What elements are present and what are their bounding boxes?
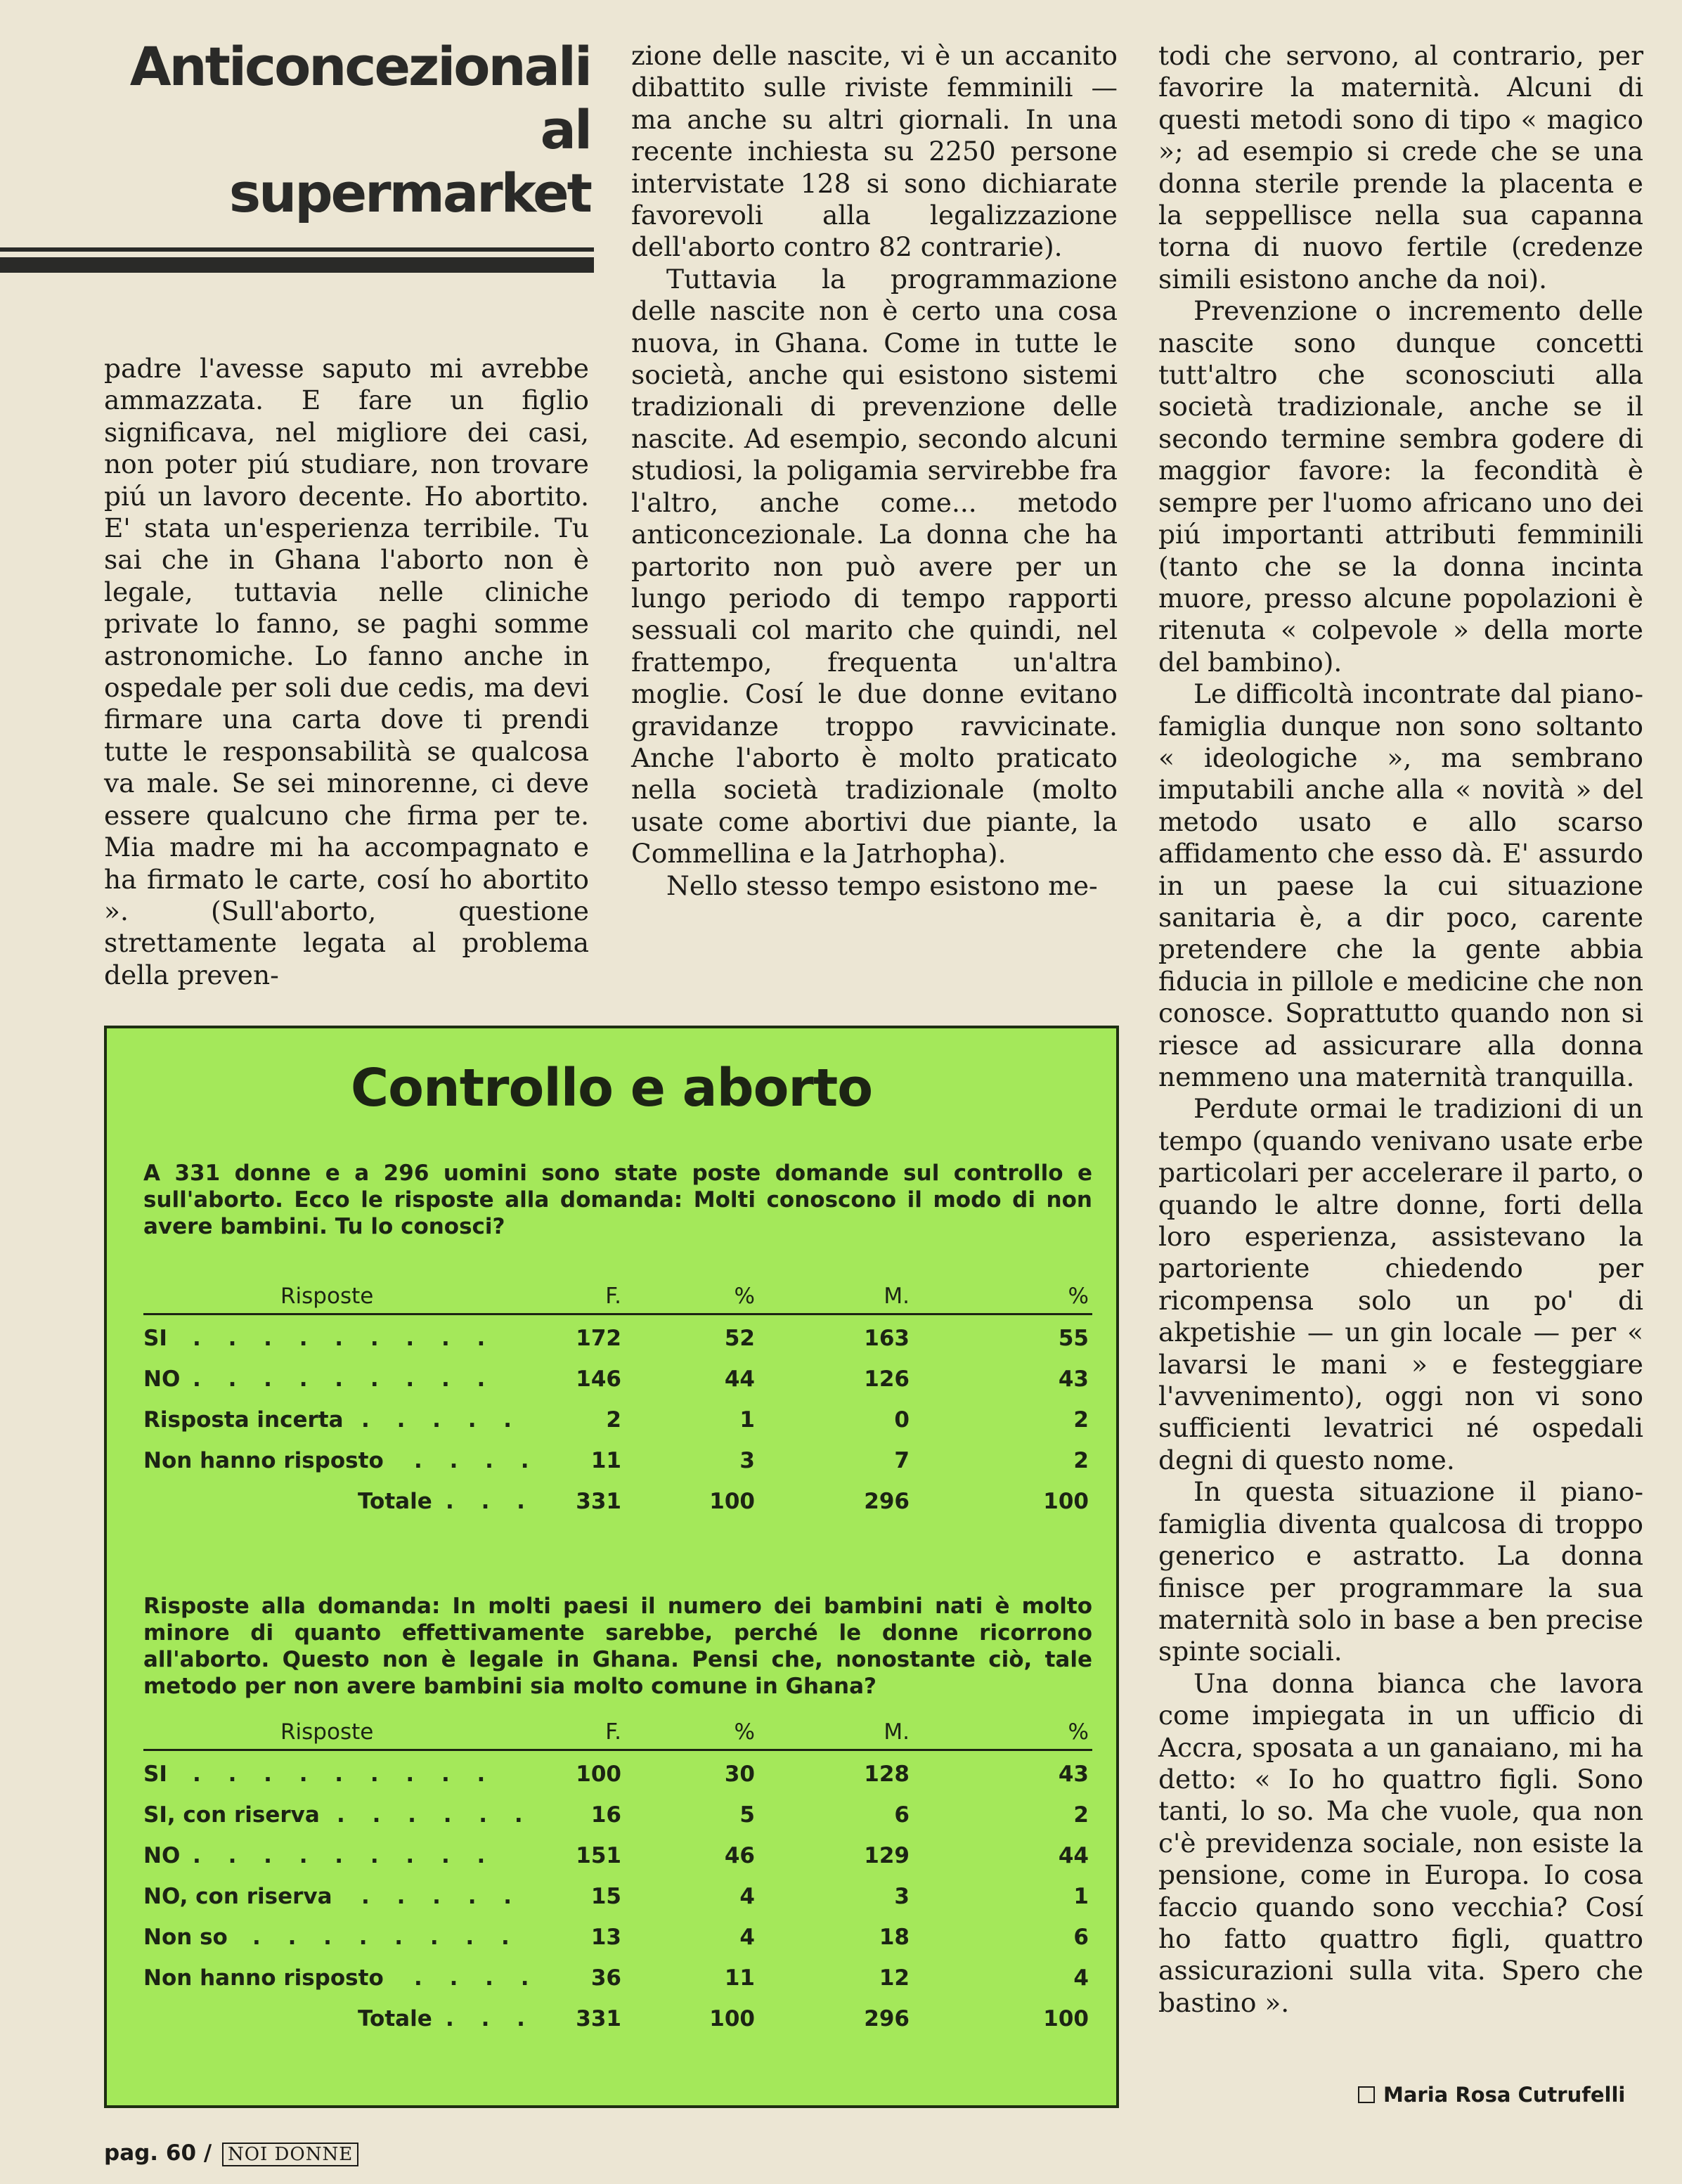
- header-m-percent: %: [1068, 1719, 1089, 1745]
- header-f: F.: [605, 1284, 621, 1309]
- survey-question-2: Risposte alla domanda: In molti paesi il numero dei bambini nati è molto minore di quanto effettivamente sarebbe, perché le donne ricorrono all'aborto. Questo non è legale in Ghana. Pensi che, nonostante ciò, tale metodo per non avere bambini sia molto comune in Ghana?: [143, 1594, 1092, 1699]
- cell-f: 11: [590, 1448, 621, 1473]
- cell-f-percent: 100: [709, 1489, 755, 1514]
- author-name: Maria Rosa Cutrufelli: [1383, 2083, 1626, 2107]
- paragraph: Perdute ormai le tradizioni di un tempo (quando venivano usate erbe particolari per accelerare il parto, o quando le altre donne, forti della loro esperienza, assistevano la partoriente chiedendo per ricompensa solo un po' di akpetishie — un gin locale — per « lavarsi le mani » e festeggiare l'avvenimento), oggi non vi sono sufficienti levatrici né ospedali degni di questo nome.: [1158, 1093, 1643, 1475]
- row-label: Non hanno risposto: [143, 1965, 384, 1991]
- cell-f-percent: 5: [739, 1802, 755, 1828]
- table-row: [143, 1917, 1092, 1958]
- cell-m-percent: 100: [1043, 2006, 1089, 2031]
- header-m: M.: [884, 1284, 910, 1309]
- table-row: [143, 1876, 1092, 1917]
- leader-dots: . . . .: [414, 1965, 539, 1991]
- leader-dots: . . . . . . . . .: [193, 1326, 496, 1351]
- cell-f: 16: [590, 1802, 621, 1828]
- cell-m-percent: 43: [1058, 1366, 1089, 1392]
- cell-m-percent: 6: [1073, 1925, 1089, 1950]
- cell-m: 128: [864, 1762, 910, 1787]
- cell-f: 2: [606, 1407, 621, 1433]
- cell-m: 296: [864, 2006, 910, 2031]
- paragraph: todi che servono, al contrario, per favorire la maternità. Alcuni di questi metodi sono di tipo « magico »; ad esempio si crede che se una donna sterile prende la placenta e la seppellisce nella sua capanna torna di nuovo fertile (credenze simili esistono anche da noi).: [1158, 40, 1643, 295]
- paragraph: Tuttavia la programmazione delle nascite non è certo una cosa nuova, in Ghana. Come in tutte le società, anche qui esistono sistemi tradizionali di prevenzione delle nascite. Ad esempio, secondo alcuni studiosi, la poligamia servirebbe fra l'altro, anche come... metodo anticoncezionale. La donna che ha partorito non può avere per un lungo periodo di tempo rapporti sessuali col marito che quindi, nel frattempo, frequenta un'altra moglie. Cosí le due donne evitano gravidanze troppo ravvicinate. Anche l'aborto è molto praticato nella società tradizionale (molto usate come abortivi due piante, la Commellina e la Jatrhopha).: [631, 263, 1118, 870]
- cell-f: 146: [576, 1366, 621, 1392]
- title-line: al: [540, 98, 590, 161]
- leader-dots: . . . . .: [361, 1407, 522, 1433]
- paragraph: In questa situazione il piano-famiglia diventa qualcosa di troppo generico e astratto. La donna finisce per programmare la sua maternità solo in base a ben precise spinte sociali.: [1158, 1476, 1643, 1667]
- table-header: [143, 1712, 1092, 1754]
- magazine-logo: NOI DONNE: [222, 2143, 358, 2166]
- row-label: Risposta incerta: [143, 1407, 344, 1433]
- cell-f-percent: 30: [724, 1762, 755, 1787]
- cell-m-percent: 43: [1058, 1762, 1089, 1787]
- title-line: supermarket: [228, 162, 590, 224]
- text-column-3: [1158, 40, 1643, 2019]
- cell-m-percent: 2: [1073, 1802, 1089, 1828]
- cell-f-percent: 46: [724, 1843, 755, 1868]
- author-signature: [1358, 2083, 1625, 2107]
- text-column-2: [631, 40, 1118, 902]
- text-column-1: [104, 353, 589, 991]
- paragraph: Prevenzione o incremento delle nascite sono dunque concetti tutt'altro che sconosciuti alla società tradizionale, anche se il secondo termine sembra godere di maggior favore: la fecondità è sempre per l'uomo africano uno dei piú importanti attributi femminili (tanto che se la donna incinta muore, presso alcune popolazioni è ritenuta « colpevole » della morte del bambino).: [1158, 295, 1643, 678]
- title-line: Anticoncezionali: [129, 35, 590, 98]
- table-row: [143, 1400, 1092, 1440]
- cell-m-percent: 1: [1073, 1884, 1089, 1909]
- leader-dots: . . . . . .: [337, 1802, 533, 1828]
- cell-m-percent: 2: [1073, 1407, 1089, 1433]
- table-row: [143, 1318, 1092, 1359]
- cell-m: 0: [894, 1407, 910, 1433]
- paragraph: Nello stesso tempo esistono me-: [666, 870, 1098, 901]
- table-row: [143, 1754, 1092, 1795]
- article-title: [105, 35, 590, 225]
- cell-m-percent: 2: [1073, 1448, 1089, 1473]
- footer-separator: /: [203, 2140, 212, 2166]
- paragraph: padre l'avesse saputo mi avrebbe ammazzata. E fare un figlio significava, nel migliore dei casi, non poter piú studiare, non trovare piú un lavoro decente. Ho abortito. E' stata un'esperienza terribile. Tu sai che in Ghana l'aborto non è legale, tuttavia nelle cliniche private lo fanno, se paghi somme astronomiche. Lo fanno anche in ospedale per soli due cedis, ma devi firmare una carta dove ti prendi tutte le responsabilità se qualcosa va male. Se sei minorenne, ci deve essere qualcuno che firma per te. Mia madre mi ha accompagnato e ha firmato le carte, cosí ho abortito ». (Sull'aborto, questione strettamente legata al problema della preven-: [104, 353, 589, 990]
- leader-dots: . . . . . . . . .: [193, 1843, 496, 1868]
- cell-f: 331: [576, 1489, 621, 1514]
- survey-table-2: [143, 1712, 1092, 2039]
- header-f: F.: [605, 1719, 621, 1745]
- cell-f: 331: [576, 2006, 621, 2031]
- cell-m-percent: 55: [1058, 1326, 1089, 1351]
- row-label: NO: [143, 1366, 181, 1392]
- total-label: Totale: [358, 1489, 432, 1514]
- table-row: [143, 1795, 1092, 1835]
- row-label: SI, con riserva: [143, 1802, 320, 1828]
- cell-f: 100: [576, 1762, 621, 1787]
- header-risposte: Risposte: [280, 1719, 374, 1745]
- paragraph: Le difficoltà incontrate dal piano-famiglia dunque non sono soltanto « ideologiche », ma sembrano imputabili anche alla « novità » del metodo usato e allo scarso affidamento che esso dà. E' assurdo in un paese la cui situazione sanitaria è, a dir poco, carente pretendere che la gente abbia fiducia in pillole e medicine che non conosce. Soprattutto quando non si riesce ad assicurare alla donna nemmeno una maternità tranquilla.: [1158, 678, 1643, 1092]
- header-m: M.: [884, 1719, 910, 1745]
- cell-f: 172: [576, 1326, 621, 1351]
- cell-m-percent: 44: [1058, 1843, 1089, 1868]
- cell-m: 129: [864, 1843, 910, 1868]
- title-rule-thick: [0, 257, 594, 273]
- table-header: [143, 1276, 1092, 1318]
- cell-m: 7: [894, 1448, 910, 1473]
- row-label: SI: [143, 1326, 167, 1351]
- cell-m: 163: [864, 1326, 910, 1351]
- leader-dots: . . . .: [414, 1448, 539, 1473]
- page-footer: [104, 2140, 358, 2166]
- row-label: NO: [143, 1843, 181, 1868]
- cell-f-percent: 44: [724, 1366, 755, 1392]
- cell-f: 15: [590, 1884, 621, 1909]
- cell-f: 13: [590, 1925, 621, 1950]
- cell-m: 126: [864, 1366, 910, 1392]
- table-total-row: [143, 1998, 1092, 2039]
- table-row: [143, 1440, 1092, 1481]
- cell-f-percent: 11: [724, 1965, 755, 1991]
- header-rule: [143, 1313, 1092, 1315]
- header-rule: [143, 1749, 1092, 1751]
- paragraph: Una donna bianca che lavora come impiegata in un ufficio di Accra, sposata a un ganaiano, mi ha detto: « Io ho quattro figli. Sono tanti, lo so. Ma che vuole, qua non c'è previdenza sociale, non esiste la pensione, come in Europa. Io cosa faccio quando sono vecchia? Cosí ho fatto quattro figli, quattro assicurazioni sulla vita. Spero che bastino ».: [1158, 1667, 1643, 2018]
- square-bullet-icon: [1358, 2086, 1375, 2103]
- cell-m: 6: [894, 1802, 910, 1828]
- row-label: NO, con riserva: [143, 1884, 332, 1909]
- leader-dots: . . .: [446, 2006, 535, 2031]
- row-label: Non hanno risposto: [143, 1448, 384, 1473]
- cell-f-percent: 4: [739, 1884, 755, 1909]
- cell-m: 12: [879, 1965, 910, 1991]
- cell-m-percent: 4: [1073, 1965, 1089, 1991]
- header-risposte: Risposte: [280, 1284, 374, 1309]
- page-number: pag. 60: [104, 2140, 197, 2166]
- leader-dots: . . . . . . . . .: [193, 1366, 496, 1392]
- cell-f-percent: 52: [724, 1326, 755, 1351]
- title-rule-thin: [0, 247, 594, 252]
- leader-dots: . . . . . . . .: [252, 1925, 519, 1950]
- cell-m: 3: [894, 1884, 910, 1909]
- table-total-row: [143, 1481, 1092, 1522]
- box-title: Controllo e aborto: [350, 1058, 873, 1118]
- cell-f-percent: 4: [739, 1925, 755, 1950]
- paragraph: zione delle nascite, vi è un accanito dibattito sulle riviste femminili — ma anche su altri giornali. In una recente inchiesta su 2250 persone intervistate 128 si sono dichiarate favorevoli alla legalizzazione dell'aborto contro 82 contrarie).: [631, 40, 1118, 263]
- header-m-percent: %: [1068, 1284, 1089, 1309]
- leader-dots: . . . . . . . . .: [193, 1762, 496, 1787]
- cell-f-percent: 3: [739, 1448, 755, 1473]
- row-label: SI: [143, 1762, 167, 1787]
- survey-intro: A 331 donne e a 296 uomini sono state poste domande sul controllo e sull'aborto. Ecco le risposte alla domanda: Molti conoscono il modo di non avere bambini. Tu lo conosci?: [143, 1161, 1092, 1239]
- table-row: [143, 1359, 1092, 1400]
- cell-f-percent: 100: [709, 2006, 755, 2031]
- survey-box: [104, 1026, 1119, 2108]
- cell-f: 151: [576, 1843, 621, 1868]
- leader-dots: . . . . .: [361, 1884, 522, 1909]
- table-row: [143, 1958, 1092, 1998]
- cell-m-percent: 100: [1043, 1489, 1089, 1514]
- cell-m: 296: [864, 1489, 910, 1514]
- cell-f: 36: [590, 1965, 621, 1991]
- header-f-percent: %: [734, 1719, 755, 1745]
- table-row: [143, 1835, 1092, 1876]
- leader-dots: . . .: [446, 1489, 535, 1514]
- survey-table-1: [143, 1276, 1092, 1522]
- row-label: Non so: [143, 1925, 228, 1950]
- cell-f-percent: 1: [739, 1407, 755, 1433]
- header-f-percent: %: [734, 1284, 755, 1309]
- cell-m: 18: [879, 1925, 910, 1950]
- total-label: Totale: [358, 2006, 432, 2031]
